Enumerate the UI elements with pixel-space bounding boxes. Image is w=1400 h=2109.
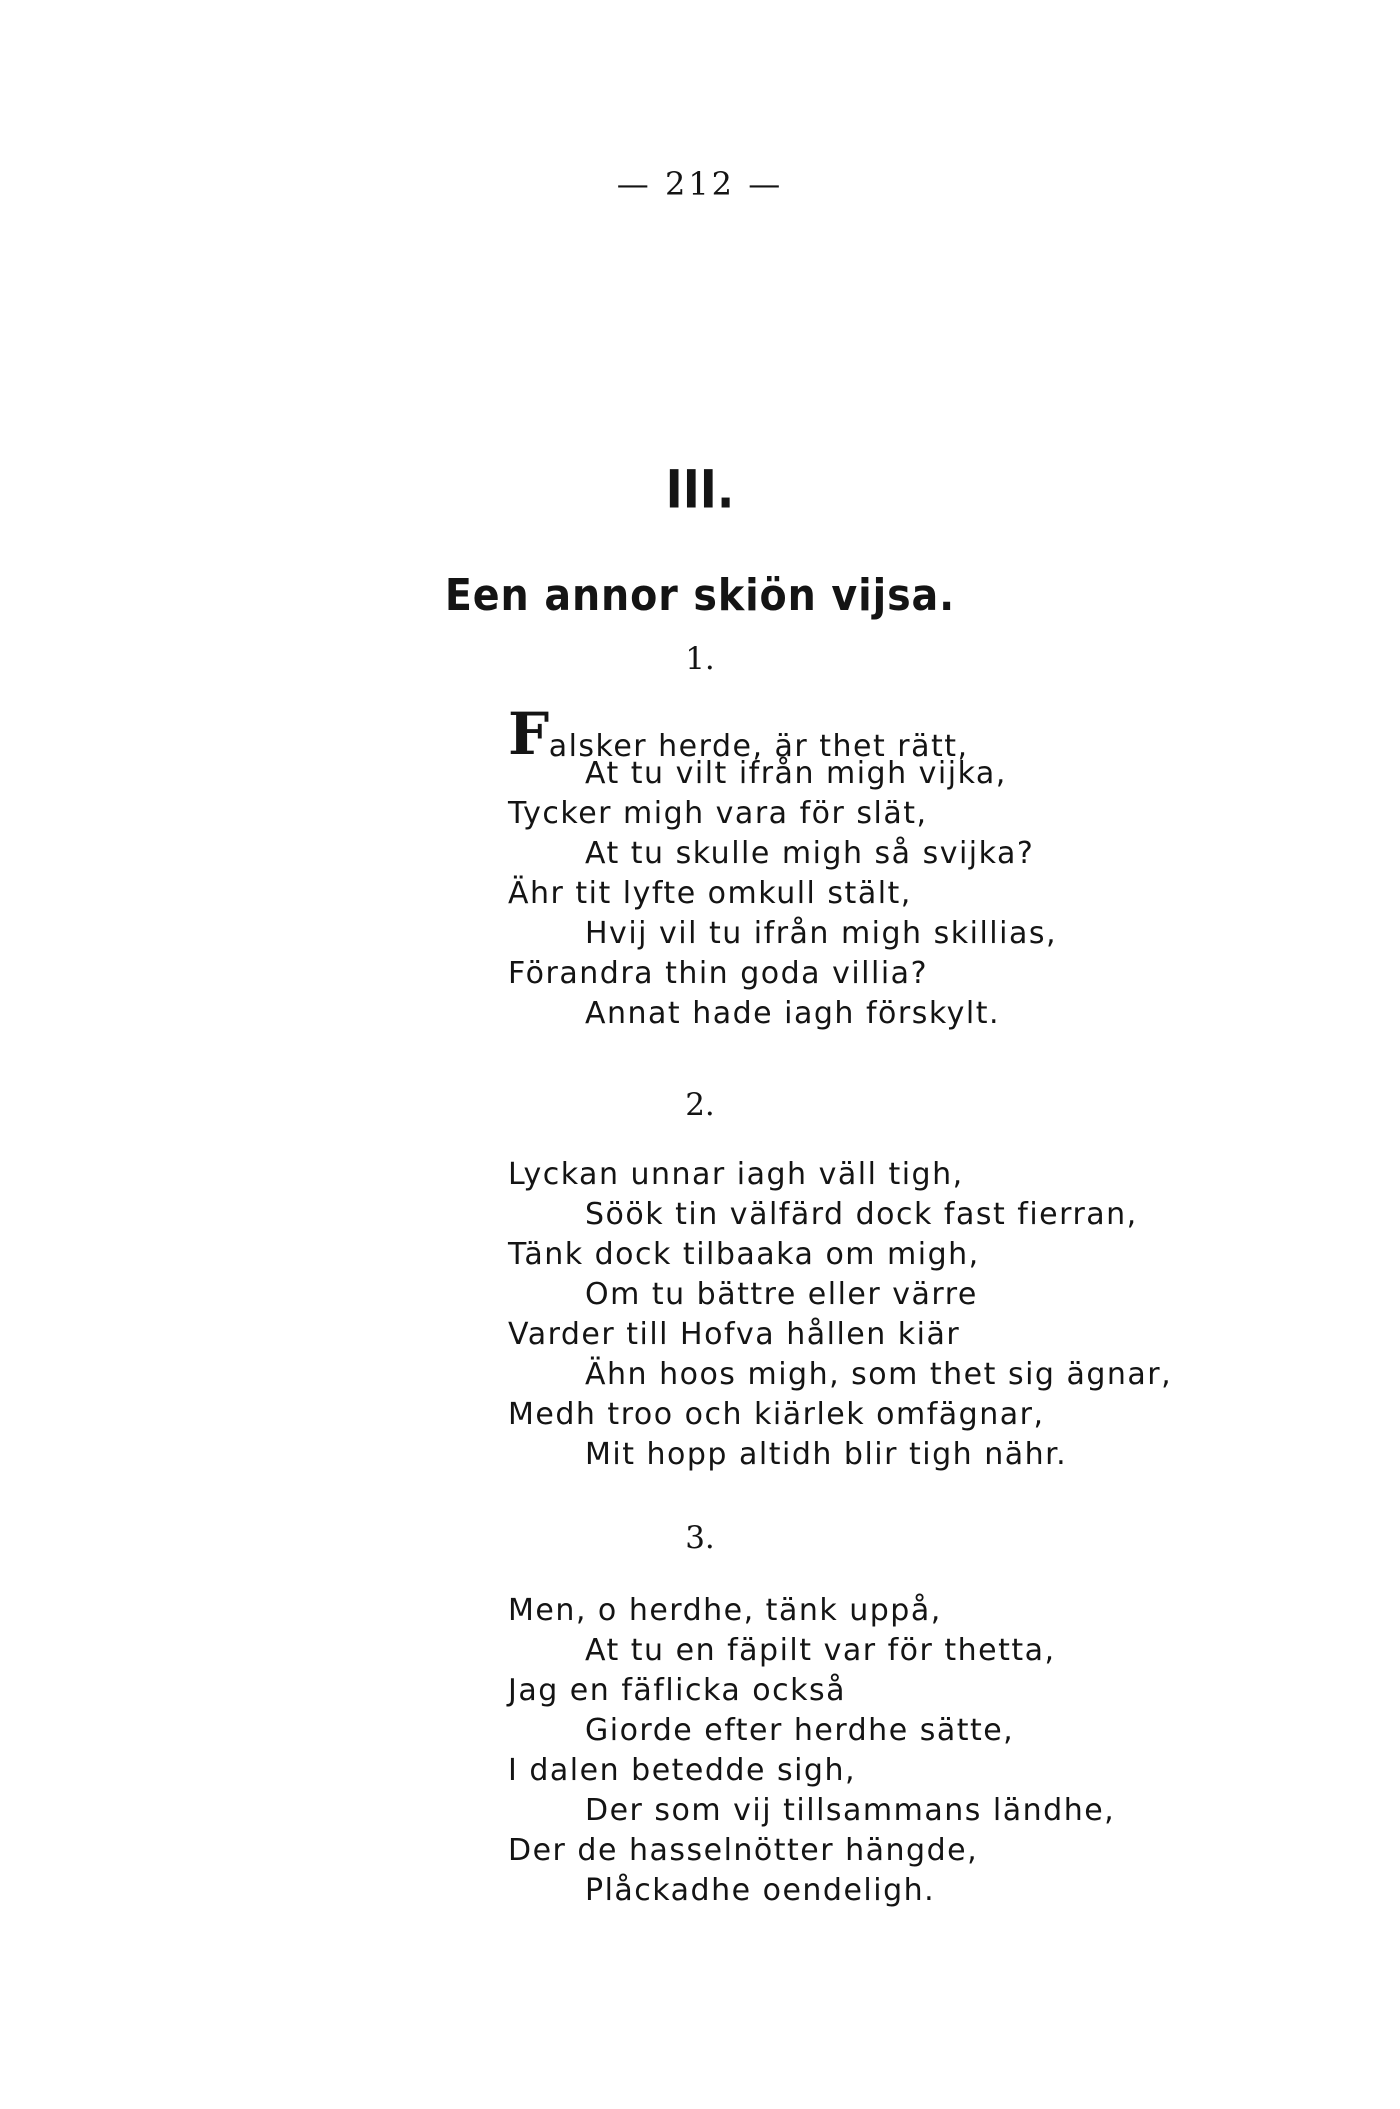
verse-line: Mit hopp altidh blir tigh nähr. [585,1437,1068,1472]
verse-line: Tänk dock tilbaaka om migh, [508,1237,980,1272]
verse-line: At tu en fäpilt var för thetta, [585,1633,1056,1668]
verse-line: Lyckan unnar iagh väll tigh, [508,1157,964,1192]
verse-line: Varder till Hofva hållen kiär [508,1317,961,1352]
verse-line-text: alsker herde, är thet rätt, [548,729,969,764]
verse-line: Giorde efter herdhe sätte, [585,1713,1015,1748]
stanza-number: 3. [685,1520,715,1556]
verse-line: Ähn hoos migh, som thet sig ägnar, [585,1357,1173,1392]
verse-line: Men, o herdhe, tänk uppå, [508,1593,942,1628]
verse-line: I dalen betedde sigh, [508,1753,857,1788]
drop-cap: F [508,700,551,768]
verse-line: Hvij vil tu ifrån migh skillias, [585,916,1057,951]
verse-line: Plåckadhe oendeligh. [585,1873,936,1908]
verse-line: Medh troo och kiärlek omfägnar, [508,1397,1045,1432]
page-number: — 212 — [616,165,784,203]
verse-line: Jag en fäflicka också [508,1673,846,1708]
verse-line: Ähr tit lyfte omkull stält, [508,876,912,911]
verse-line: At tu skulle migh så svijka? [585,836,1035,871]
verse-line: Tycker migh vara för slät, [508,796,928,831]
stanza-number: 1. [685,641,715,677]
song-title: Een annor skiön vijsa. [444,570,956,621]
verse-line: At tu vilt ifrån migh vijka, [585,756,1007,791]
verse-line: Annat hade iagh förskylt. [585,996,1001,1031]
verse-line: Förandra thin goda villia? [508,956,928,991]
stanza-number: 2. [685,1087,715,1123]
verse-line: Söök tin välfärd dock fast fierran, [585,1197,1138,1232]
verse-line: Der som vij tillsammans ländhe, [585,1793,1116,1828]
verse-line: Der de hasselnötter hängde, [508,1833,979,1868]
verse-line: Om tu bättre eller värre [585,1277,978,1312]
section-numeral: III. [665,457,735,521]
